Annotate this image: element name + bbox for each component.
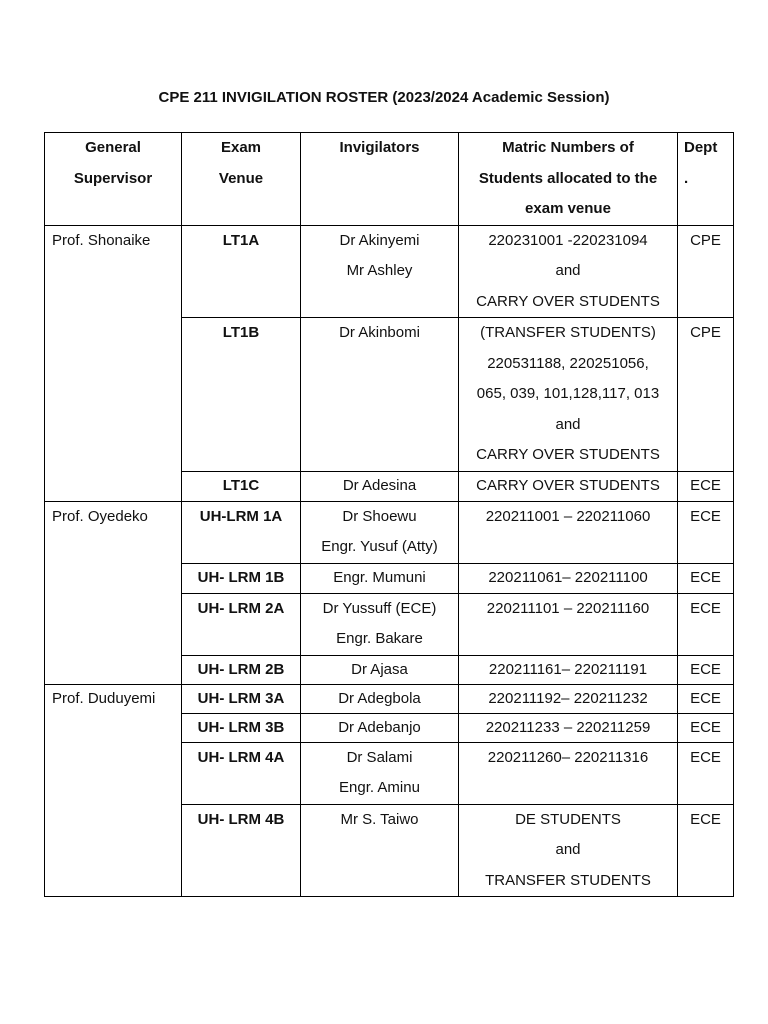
table-row (45, 684, 734, 713)
venue-cell: UH- LRM 2A (182, 593, 301, 655)
matric-cell: 220211061– 220211100 (459, 563, 678, 593)
venue-cell: LT1B (182, 318, 301, 472)
invigilators-cell: Dr Salami Engr. Aminu (301, 742, 459, 804)
venue-cell: UH- LRM 3B (182, 713, 301, 742)
venue-cell: UH- LRM 2B (182, 655, 301, 684)
venue-cell: LT1A (182, 225, 301, 318)
invigilators-cell: Dr Ajasa (301, 655, 459, 684)
dept-cell: ECE (678, 655, 734, 684)
invigilators-cell: Dr Akinyemi Mr Ashley (301, 225, 459, 318)
venue-cell: UH- LRM 4B (182, 804, 301, 897)
dept-cell: ECE (678, 593, 734, 655)
invigilation-roster-table (44, 132, 734, 897)
matric-cell: 220211101 – 220211160 (459, 593, 678, 655)
header-invigilators: Invigilators (301, 133, 459, 226)
invigilators-cell: Dr Akinbomi (301, 318, 459, 472)
venue-cell: LT1C (182, 471, 301, 501)
table-header-row (45, 133, 734, 226)
dept-cell: ECE (678, 804, 734, 897)
dept-cell: ECE (678, 684, 734, 713)
venue-cell: UH- LRM 3A (182, 684, 301, 713)
venue-cell: UH- LRM 1B (182, 563, 301, 593)
matric-cell: 220231001 -220231094 and CARRY OVER STUDENTS (459, 225, 678, 318)
dept-cell: ECE (678, 501, 734, 563)
matric-cell: (TRANSFER STUDENTS) 220531188, 220251056, 065, 039, 101,128,117, 013 and CARRY OVER STUDENTS (459, 318, 678, 472)
supervisor-cell: Prof. Oyedeko (45, 501, 182, 684)
invigilators-cell: Dr Adegbola (301, 684, 459, 713)
header-matric-numbers: Matric Numbers of Students allocated to the exam venue (459, 133, 678, 226)
dept-cell: CPE (678, 318, 734, 472)
matric-cell: 220211233 – 220211259 (459, 713, 678, 742)
dept-cell: CPE (678, 225, 734, 318)
invigilators-cell: Dr Shoewu Engr. Yusuf (Atty) (301, 501, 459, 563)
dept-cell: ECE (678, 713, 734, 742)
venue-cell: UH- LRM 4A (182, 742, 301, 804)
table-row (45, 225, 734, 318)
matric-cell: DE STUDENTS and TRANSFER STUDENTS (459, 804, 678, 897)
supervisor-cell: Prof. Shonaike (45, 225, 182, 501)
matric-cell: 220211192– 220211232 (459, 684, 678, 713)
venue-cell: UH-LRM 1A (182, 501, 301, 563)
header-exam-venue: Exam Venue (182, 133, 301, 226)
supervisor-cell: Prof. Duduyemi (45, 684, 182, 897)
matric-cell: 220211260– 220211316 (459, 742, 678, 804)
header-general-supervisor: General Supervisor (45, 133, 182, 226)
dept-cell: ECE (678, 742, 734, 804)
matric-cell: 220211161– 220211191 (459, 655, 678, 684)
invigilators-cell: Dr Adesina (301, 471, 459, 501)
invigilators-cell: Mr S. Taiwo (301, 804, 459, 897)
invigilators-cell: Dr Adebanjo (301, 713, 459, 742)
header-dept: Dept . (678, 133, 734, 226)
table-row (45, 501, 734, 563)
matric-cell: CARRY OVER STUDENTS (459, 471, 678, 501)
document-title: CPE 211 INVIGILATION ROSTER (2023/2024 Academic Session) (158, 89, 610, 106)
invigilators-cell: Engr. Mumuni (301, 563, 459, 593)
matric-cell: 220211001 – 220211060 (459, 501, 678, 563)
dept-cell: ECE (678, 563, 734, 593)
dept-cell: ECE (678, 471, 734, 501)
invigilators-cell: Dr Yussuff (ECE) Engr. Bakare (301, 593, 459, 655)
